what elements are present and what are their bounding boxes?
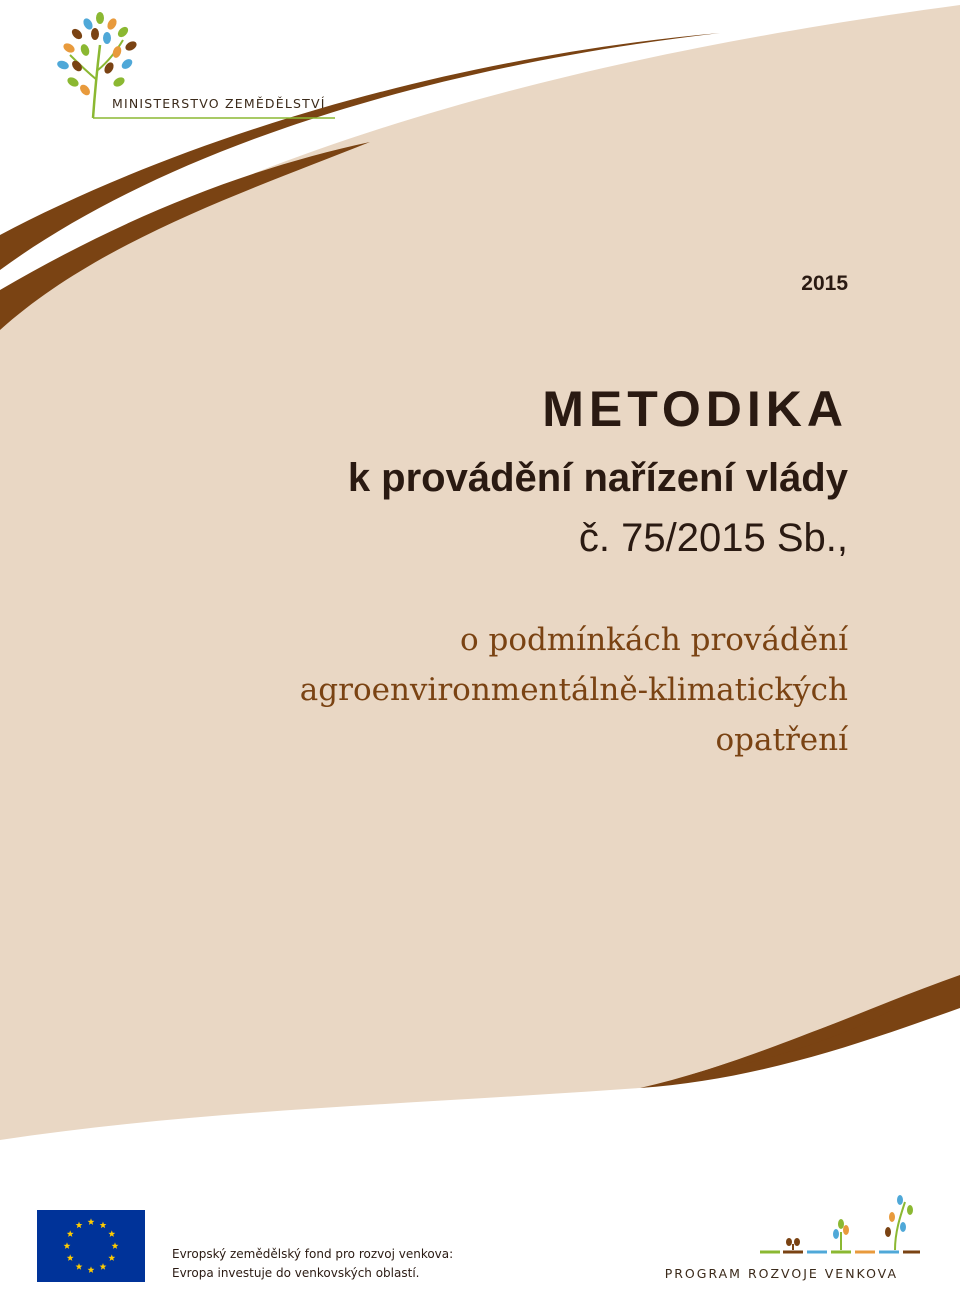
- document-subtitle-line1: o podmínkách provádění: [460, 622, 848, 658]
- document-title: METODIKA: [542, 381, 848, 437]
- eu-fund-text: Evropský zemědělský fond pro rozvoj venkova:: [172, 1247, 454, 1261]
- document-subtitle-line2: agroenvironmentálně-klimatických: [299, 672, 848, 708]
- document-year: 2015: [801, 272, 848, 295]
- eu-invest-text: Evropa investuje do venkovských oblastí.: [172, 1266, 420, 1280]
- sprouts-icon: [755, 1192, 925, 1262]
- program-name: PROGRAM ROZVOJE VENKOVA: [664, 1266, 898, 1281]
- document-title-line1: k provádění nařízení vlády: [347, 456, 848, 500]
- document-title-line2: č. 75/2015 Sb.,: [578, 516, 848, 560]
- document-subtitle-line3: opatření: [715, 722, 848, 758]
- ministry-name: MINISTERSTVO ZEMĚDĚLSTVÍ: [112, 96, 326, 111]
- eu-flag-icon: [37, 1210, 145, 1282]
